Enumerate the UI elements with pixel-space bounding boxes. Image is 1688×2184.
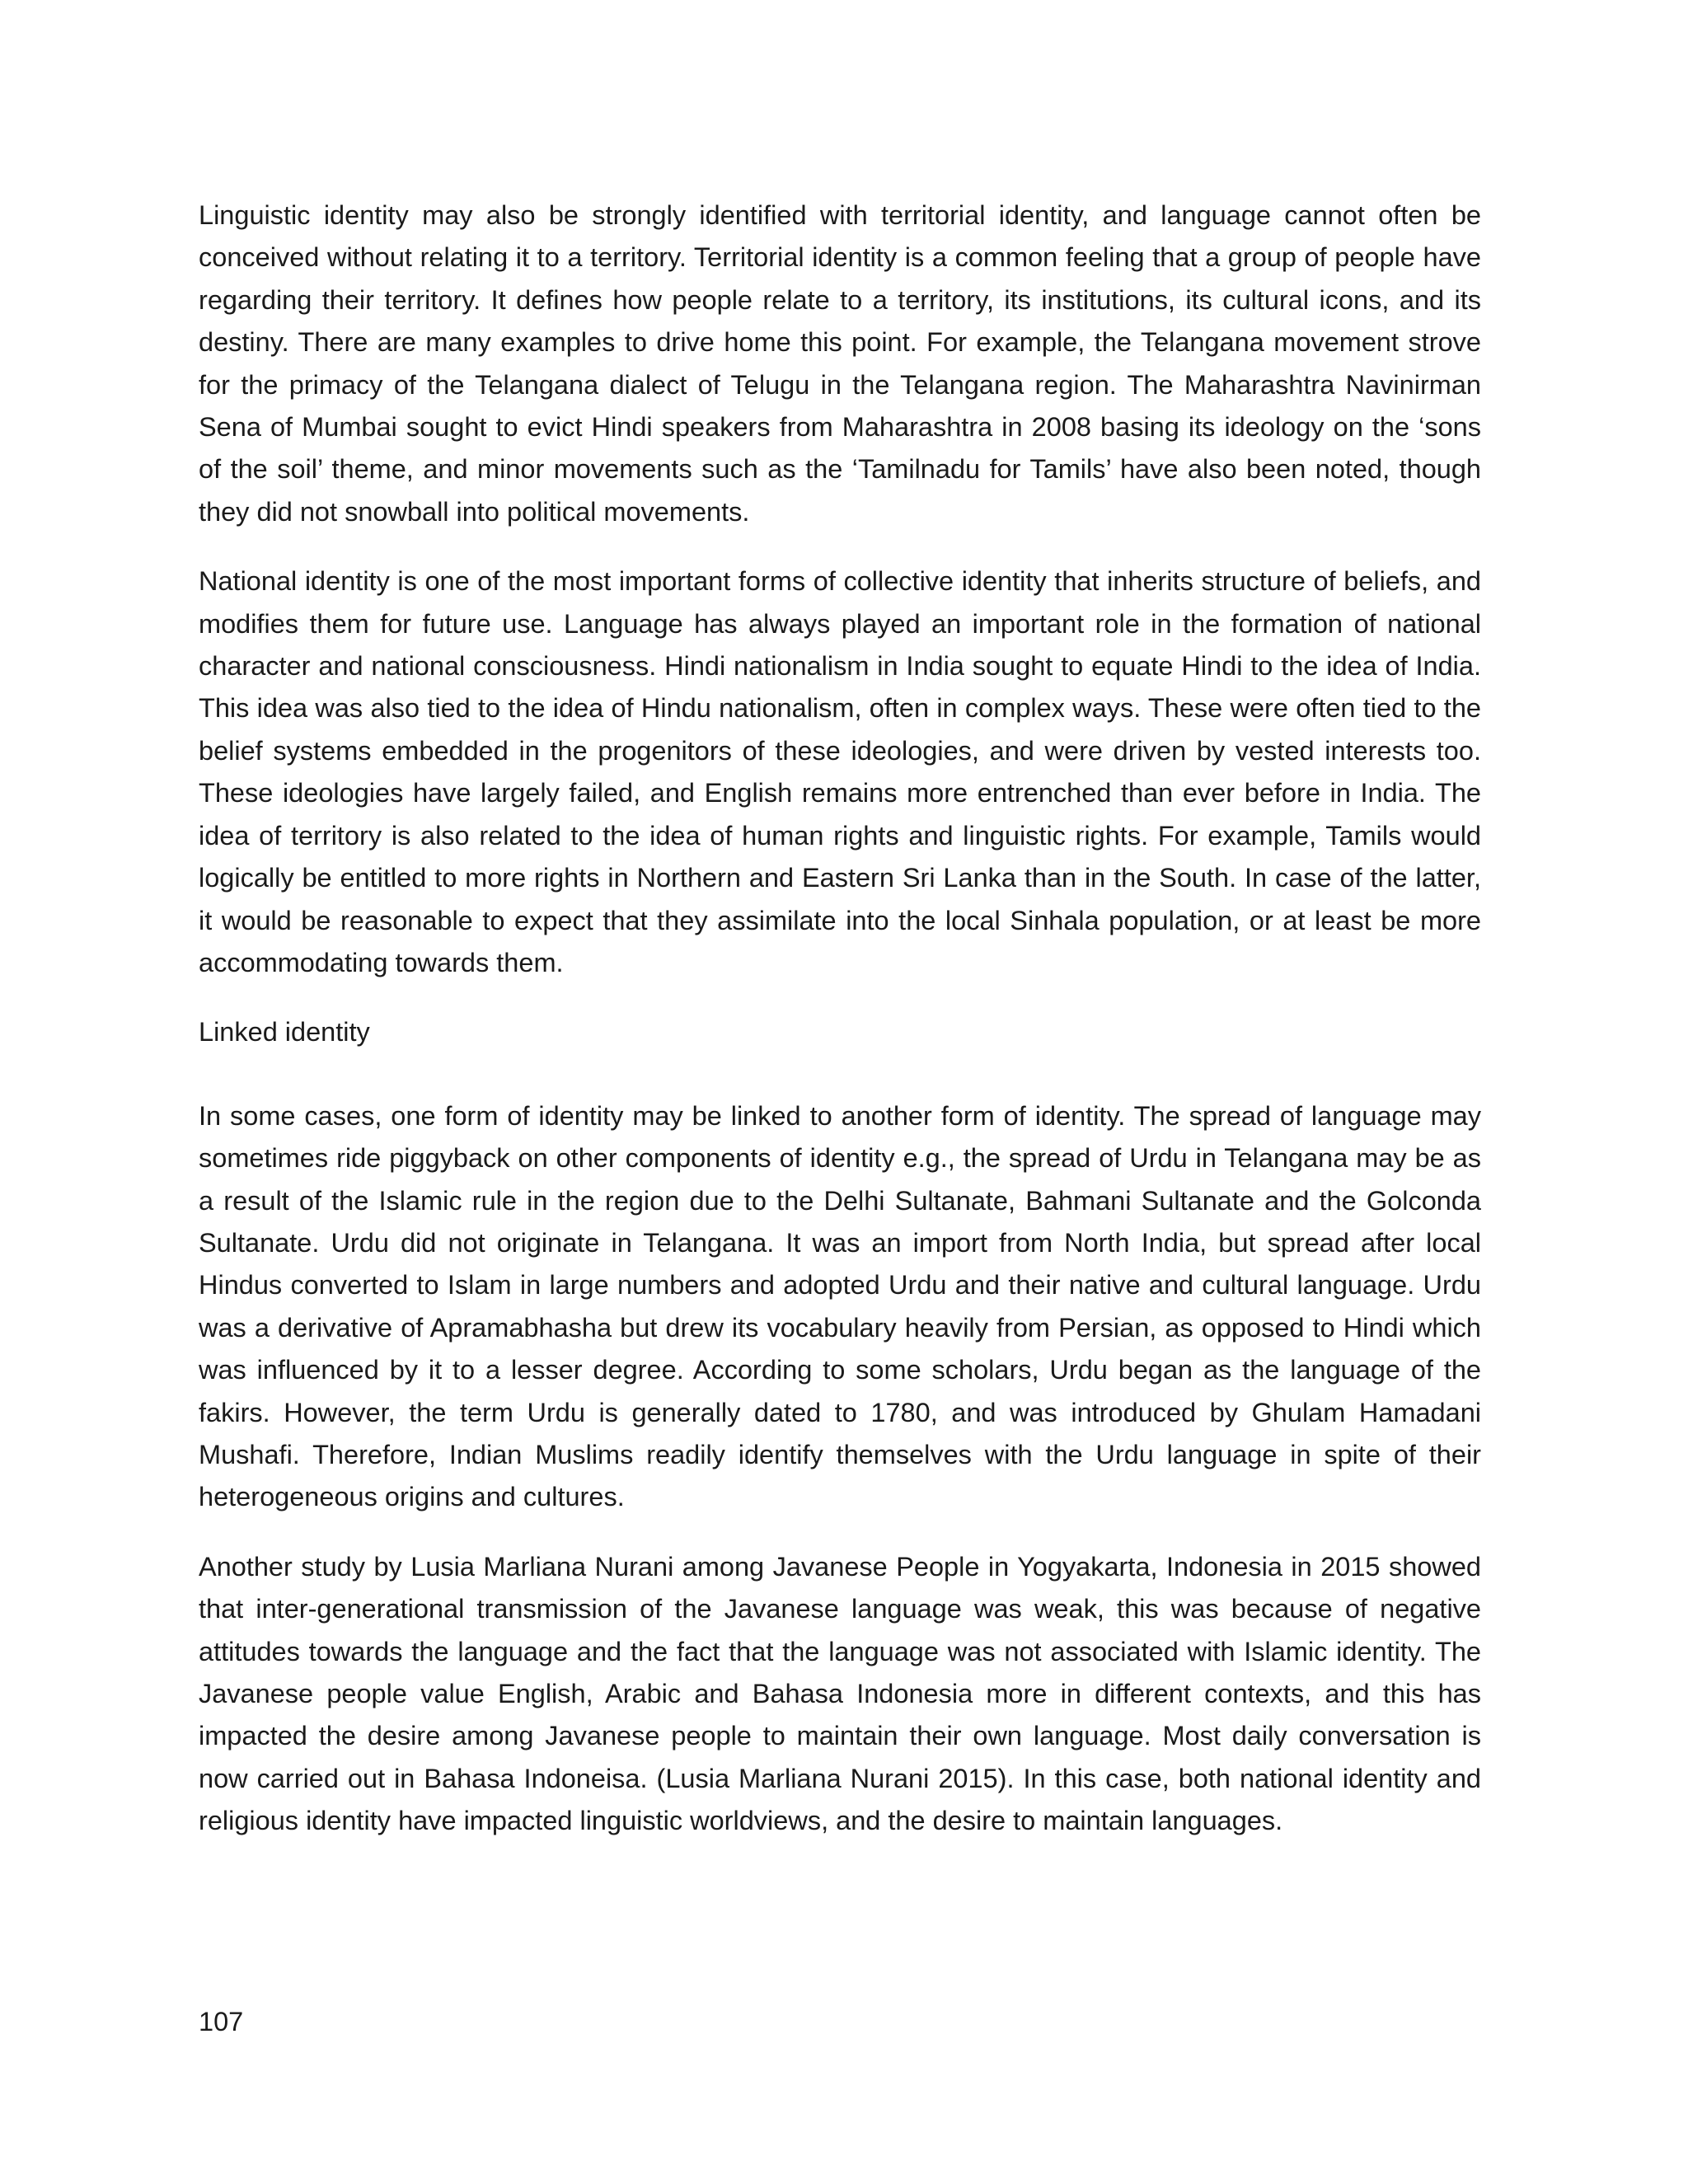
paragraph-national-identity: National identity is one of the most important forms of collective identity that inherits structure of beliefs, and modifies them for future use. Language has always played an important role in the formation of national character and national consciousness. Hindi nationalism in India sought to equate Hindi to the idea of India. This idea was also tied to the idea of Hindu nationalism, often in complex ways. These were often tied to the belief systems embedded in the progenitors of these ideologies, and were driven by vested interests too. These ideologies have largely failed, and English remains more entrenched than ever before in India. The idea of territory is also related to the idea of human rights and linguistic rights. For example, Tamils would logically be entitled to more rights in Northern and Eastern Sri Lanka than in the South. In case of the latter, it would be reasonable to expect that they assimilate into the local Sinhala population, or at least be more accommodating towards them. bbox=[199, 566, 1481, 977]
paragraph-linked-identity: In some cases, one form of identity may be linked to another form of identity. The spread of language may sometimes ride piggyback on other components of identity e.g., the spread of Urdu in Telangana may be as a result of the Islamic rule in the region due to the Delhi Sultanate, Bahmani Sultanate and the Golconda Sultanate. Urdu did not originate in Telangana. It was an import from North India, but spread after local Hindus converted to Islam in large numbers and adopted Urdu and their native and cultural language. Urdu was a derivative of Apramabhasha but drew its vocabulary heavily from Persian, as opposed to Hindi which was influenced by it to a lesser degree. According to some scholars, Urdu began as the language of the fakirs. However, the term Urdu is generally dated to 1780, and was introduced by Ghulam Hamadani Mushafi. Therefore, Indian Muslims readily identify themselves with the Urdu language in spite of their heterogeneous origins and cultures. bbox=[199, 1100, 1481, 1512]
page-number: 107 bbox=[199, 2007, 244, 2036]
body-text bbox=[199, 194, 1481, 1870]
section-heading: Linked identity bbox=[199, 1017, 370, 1047]
paragraph-territorial-identity: Linguistic identity may also be strongly identified with territorial identity, and language cannot often be conceived without relating it to a territory. Territorial identity is a common feeling that a group of people have regarding their territory. It defines how people relate to a territory, its institutions, its cultural icons, and its destiny. There are many examples to drive home this point. For example, the Telangana movement strove for the primacy of the Telangana dialect of Telugu in the Telangana region. The Maharashtra Navinirman Sena of Mumbai sought to evict Hindi speakers from Maharashtra in 2008 basing its ideology on the ‘sons of the soil’ theme, and minor movements such as the ‘Tamilnadu for Tamils’ have also been noted, though they did not snowball into political movements. bbox=[199, 200, 1481, 527]
paragraph-javanese-study: Another study by Lusia Marliana Nurani among Javanese People in Yogyakarta, Indonesia in 2015 showed that inter-generational transmission of the Javanese language was weak, this was because of negative attitudes towards the language and the fact that the language was not associated with Islamic identity. The Javanese people value English, Arabic and Bahasa Indonesia more in different contexts, and this has impacted the desire among Javanese people to maintain their own language. Most daily conversation is now carried out in Bahasa Indoneisa. (Lusia Marliana Nurani 2015). In this case, both national identity and religious identity have impacted linguistic worldviews, and the desire to maintain languages. bbox=[199, 1551, 1481, 1836]
